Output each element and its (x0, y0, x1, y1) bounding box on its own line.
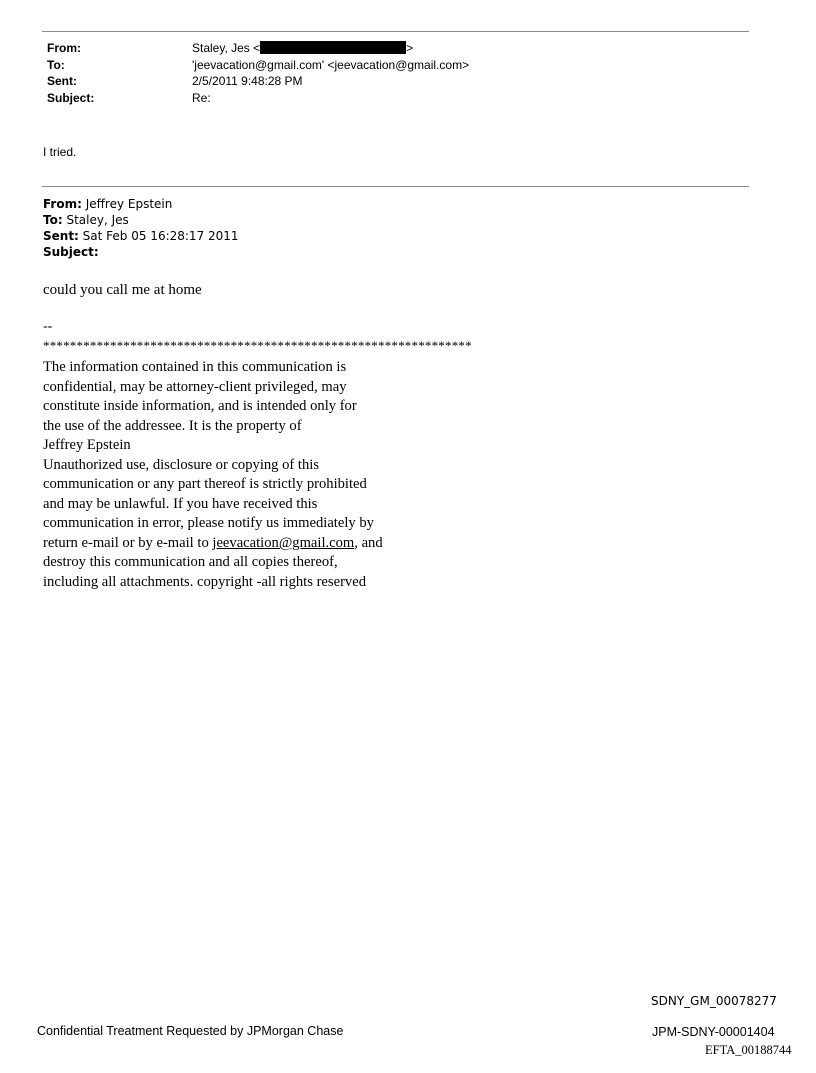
to-label: To: (47, 58, 65, 72)
disclaimer-line: confidential, may be attorney-client privileged, may (43, 379, 347, 395)
inner-body: could you call me at home (43, 282, 202, 298)
outer-sent-row (47, 74, 547, 88)
to-value: 'jeevacation@gmail.com' <jeevacation@gmail.com> (192, 58, 470, 72)
inner-from-value: Jeffrey Epstein (81, 197, 173, 211)
bates-jpm: JPM-SDNY-00001404 (652, 1025, 775, 1039)
disclaimer-link-suffix: , and (354, 535, 383, 551)
inner-subject-row (43, 244, 99, 260)
inner-subject-label: Subject: (43, 245, 99, 259)
inner-to-value: Staley, Jes (62, 213, 129, 227)
bates-sdny-gm: SDNY_GM_00078277 (651, 994, 777, 1008)
disclaimer-line-with-link (43, 534, 383, 554)
outer-from-row (47, 41, 547, 55)
inner-sent-value: Sat Feb 05 16:28:17 2011 (78, 229, 239, 243)
quoted-divider (42, 186, 749, 187)
outer-to-row (47, 58, 547, 72)
disclaimer-line: communication in error, please notify us immediately by (43, 515, 374, 531)
disclaimer-link-prefix: return e-mail or by e-mail to (43, 535, 213, 551)
subject-label: Subject: (47, 91, 95, 105)
asterisk-separator: **************************************************************** (43, 338, 472, 353)
disclaimer-line: including all attachments. copyright -all rights reserved (43, 574, 366, 590)
disclaimer-line: communication or any part thereof is strictly prohibited (43, 476, 367, 492)
from-name: Staley, Jes < (192, 41, 261, 55)
email-link[interactable]: jeevacation@gmail.com (212, 535, 355, 551)
bates-efta: EFTA_00188744 (705, 1043, 792, 1057)
disclaimer-line: constitute inside information, and is intended only for (43, 398, 357, 414)
from-close: > (406, 41, 414, 55)
sent-value: 2/5/2011 9:48:28 PM (192, 74, 303, 88)
inner-to-label: To: (43, 213, 63, 227)
inner-sent-label: Sent: (43, 229, 79, 243)
inner-to-row (43, 212, 129, 228)
inner-sent-row (43, 228, 239, 244)
disclaimer-line: destroy this communication and all copies thereof, (43, 554, 338, 570)
subject-value: Re: (192, 91, 211, 105)
reply-body: I tried. (43, 145, 77, 159)
inner-from-row (43, 196, 172, 212)
confidential-footer: Confidential Treatment Requested by JPMorgan Chase (37, 1024, 344, 1038)
from-value (192, 41, 413, 55)
redaction-box (260, 41, 406, 54)
disclaimer-line: Unauthorized use, disclosure or copying of this (43, 457, 320, 473)
outer-subject-row (47, 91, 547, 105)
disclaimer-line: the use of the addressee. It is the property of (43, 418, 302, 434)
disclaimer-line: Jeffrey Epstein (43, 437, 131, 453)
disclaimer-line: The information contained in this communication is (43, 359, 347, 375)
signature-dashes: -- (43, 319, 53, 334)
disclaimer-line: and may be unlawful. If you have received this (43, 496, 318, 512)
sent-label: Sent: (47, 74, 77, 88)
inner-from-label: From: (43, 197, 82, 211)
top-divider (42, 31, 749, 32)
from-label: From: (47, 41, 81, 55)
